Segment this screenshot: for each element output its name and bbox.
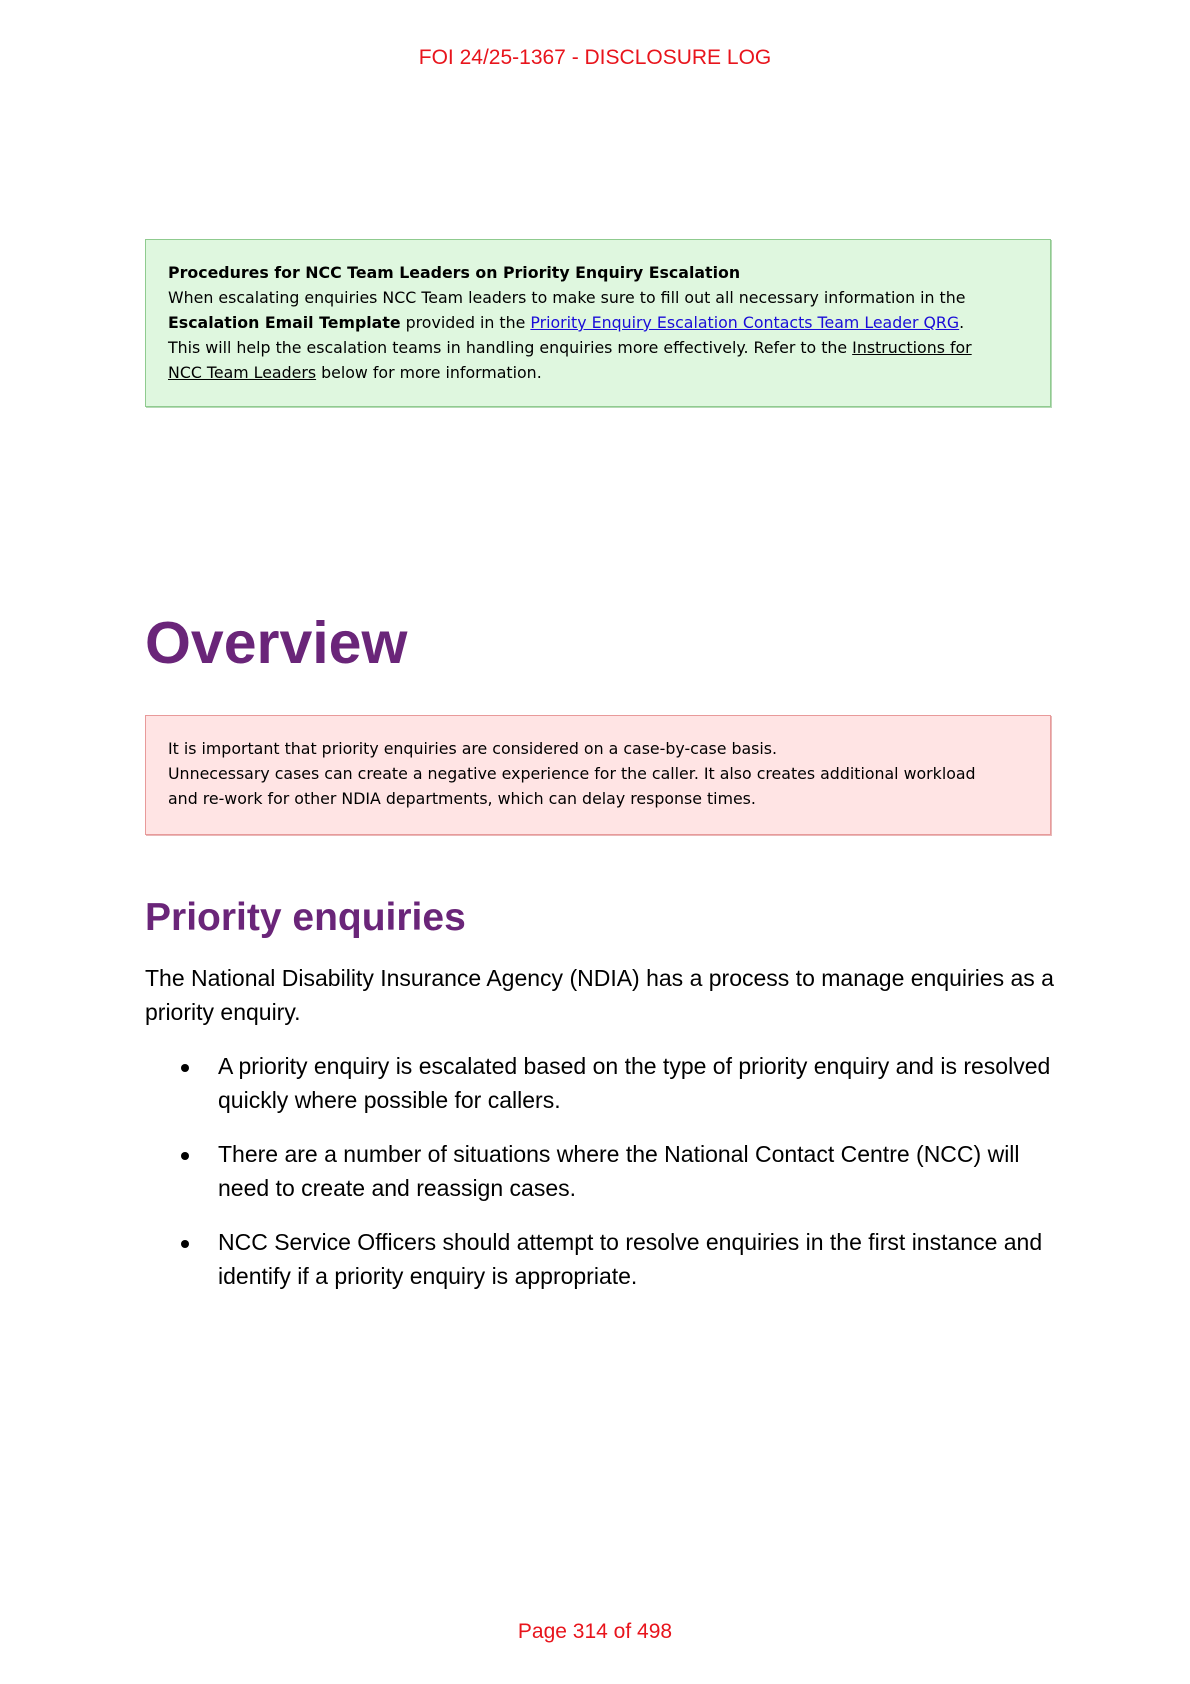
list-item-text: There are a number of situations where the National Contact Centre (NCC) will need to create and reassign cases. <box>218 1141 1020 1201</box>
list-item <box>145 1137 1060 1205</box>
list-item-text: NCC Service Officers should attempt to resolve enquiries in the first instance and identify if a priority enquiry is appropriate. <box>218 1229 1043 1289</box>
provided-in-text: provided in the <box>400 313 531 332</box>
bullet-icon <box>181 1152 189 1160</box>
qrg-link[interactable]: Priority Enquiry Escalation Contacts Team Leader QRG <box>530 313 960 332</box>
procedures-title: Procedures for NCC Team Leaders on Priority Enquiry Escalation <box>168 263 741 282</box>
warning-callout <box>145 715 1051 835</box>
procedures-callout <box>145 239 1051 407</box>
priority-enquiries-intro: The National Disability Insurance Agency (NDIA) has a process to manage enquiries as a priority enquiry. <box>145 965 1054 1025</box>
bullet-icon <box>181 1064 189 1072</box>
overview-heading: Overview <box>145 610 408 676</box>
list-item-text: A priority enquiry is escalated based on the type of priority enquiry and is resolved quickly where possible for callers. <box>218 1053 1051 1113</box>
priority-enquiries-heading: Priority enquiries <box>145 896 466 939</box>
procedures-line3: This will help the escalation teams in handling enquiries more effectively. Refer to the <box>168 338 853 357</box>
list-item <box>145 1049 1060 1117</box>
procedures-line4-suffix: below for more information. <box>316 363 542 382</box>
procedures-line1: When escalating enquiries NCC Team leaders to make sure to fill out all necessary information in the <box>168 288 966 307</box>
escalation-email-template-label: Escalation Email Template <box>168 313 401 332</box>
instructions-link-part2[interactable]: NCC Team Leaders <box>168 363 317 382</box>
bullet-icon <box>181 1240 189 1248</box>
warning-line2: Unnecessary cases can create a negative experience for the caller. It also creates additional workload <box>168 764 976 783</box>
page-number-footer: Page 314 of 498 <box>517 1620 673 1643</box>
list-item <box>145 1225 1060 1293</box>
instructions-link-part1[interactable]: Instructions for <box>852 338 972 357</box>
warning-line3: and re-work for other NDIA departments, which can delay response times. <box>168 789 756 808</box>
priority-enquiries-list <box>145 1049 1060 1313</box>
procedures-text <box>168 285 1028 385</box>
warning-line1: It is important that priority enquiries are considered on a case-by-case basis. <box>168 739 778 758</box>
period-text: . <box>959 313 965 332</box>
disclosure-log-header: FOI 24/25-1367 - DISCLOSURE LOG <box>418 46 772 69</box>
